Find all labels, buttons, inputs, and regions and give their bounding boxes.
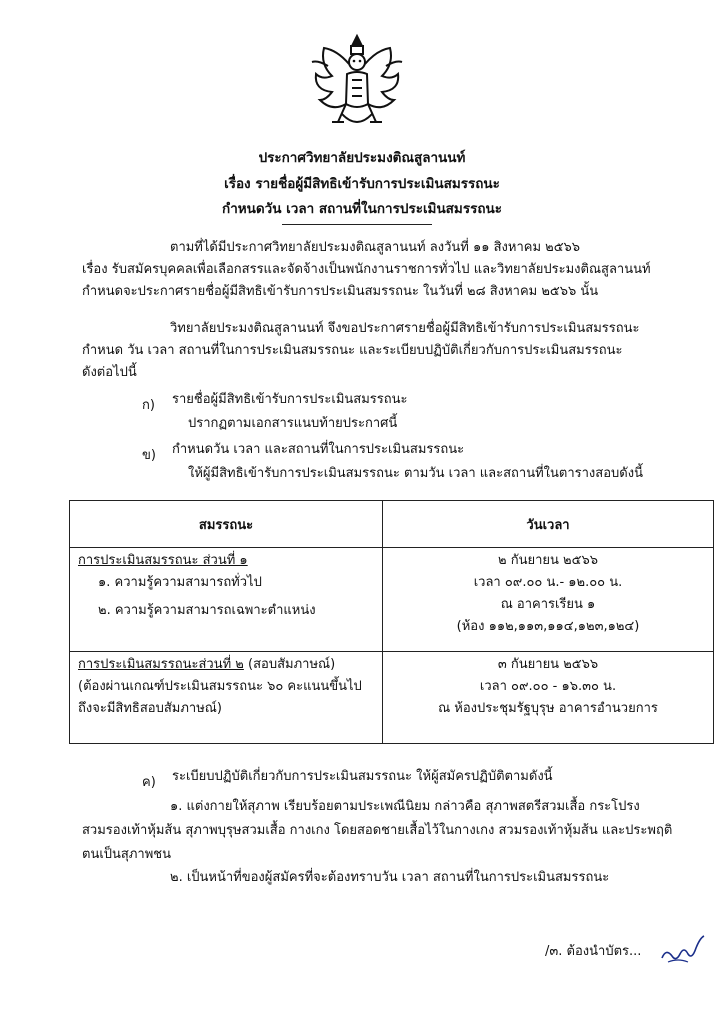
announcement-subject-line2: กำหนดวัน เวลา สถานที่ในการประเมินสมรรถนะ bbox=[222, 201, 502, 217]
item-b-detail: ให้ผู้มีสิทธิเข้ารับการประเมินสมรรถนะ ตามวัน เวลา และสถานที่ในตารางสอบดังนี้ bbox=[188, 466, 643, 481]
item-b-title: กำหนดวัน เวลา และสถานที่ในการประเมินสมรรถนะ bbox=[172, 442, 465, 457]
signature-icon bbox=[658, 928, 706, 968]
paragraph-1-line-3: กำหนดจะประกาศรายชื่อผู้มีสิทธิเข้ารับการประเมินสมรรถนะ ในวันที่ ๒๘ สิงหาคม ๒๕๖๖ นั้น bbox=[82, 284, 599, 299]
paragraph-2-line-3: ดังต่อไปนี้ bbox=[82, 365, 137, 380]
garuda-emblem-icon bbox=[302, 30, 412, 140]
table-header-row bbox=[70, 501, 714, 548]
paragraph-1-line-2: เรื่อง รับสมัครบุคคลเพื่อเลือกสรรและจัดจ้างเป็นพนักงานราชการทั่วไป และวิทยาลัยประมงติณสูลานนท์ bbox=[82, 262, 651, 277]
competency-cell bbox=[70, 548, 383, 652]
part-1-title: การประเมินสมรรถนะ ส่วนที่ ๑ bbox=[78, 553, 248, 568]
part-1-rooms: (ห้อง ๑๑๒,๑๑๓,๑๑๔,๑๒๓,๑๒๔) bbox=[456, 619, 640, 634]
competency-cell bbox=[70, 652, 383, 744]
rule-1-line-1: ๑. แต่งกายให้สุภาพ เรียบร้อยตามประเพณีนิยม กล่าวคือ สุภาพสตรีสวมเสื้อ กระโปรง bbox=[170, 799, 640, 814]
column-header-datetime: วันเวลา bbox=[383, 501, 714, 548]
announcement-title: ประกาศวิทยาลัยประมงติณสูลานนท์ bbox=[258, 150, 466, 166]
page-continuation: /๓. ต้องนำบัตร... bbox=[545, 944, 642, 959]
announcement-subject: เรื่อง รายชื่อผู้มีสิทธิเข้ารับการประเมินสมรรถนะ bbox=[224, 176, 500, 192]
part-2-title-suffix: (สอบสัมภาษณ์) bbox=[243, 657, 336, 672]
item-a-detail: ปรากฏตามเอกสารแนบท้ายประกาศนี้ bbox=[188, 416, 398, 431]
part-1-time: เวลา ๐๙.๐๐ น.- ๑๒.๐๐ น. bbox=[473, 575, 623, 590]
rules-marker: ค) bbox=[142, 775, 156, 790]
item-a-marker: ก) bbox=[142, 398, 155, 413]
rule-1-line-2: สวมรองเท้าหุ้มส้น สุภาพบุรุษสวมเสื้อ กางเกง โดยสอดชายเสื้อไว้ในกางเกง สวมรองเท้าหุ้มส้น และประพฤติ bbox=[82, 823, 673, 838]
part-2-note-2: ถึงจะมีสิทธิสอบสัมภาษณ์) bbox=[78, 701, 222, 716]
part-2-title: การประเมินสมรรถนะส่วนที่ ๒ bbox=[78, 657, 244, 672]
rule-2: ๒. เป็นหน้าที่ของผู้สมัครที่จะต้องทราบวัน เวลา สถานที่ในการประเมินสมรรถนะ bbox=[170, 870, 610, 885]
column-header-competency: สมรรถนะ bbox=[70, 501, 383, 548]
part-1-date: ๒ กันยายน ๒๕๖๖ bbox=[498, 553, 598, 568]
title-divider bbox=[282, 224, 432, 225]
paragraph-2-line-1: วิทยาลัยประมงติณสูลานนท์ จึงขอประกาศรายชื่อผู้มีสิทธิเข้ารับการประเมินสมรรถนะ bbox=[170, 321, 640, 336]
part-2-note-1: (ต้องผ่านเกณฑ์ประเมินสมรรถนะ ๖๐ คะแนนขึ้นไป bbox=[78, 679, 362, 694]
rule-1-line-3: ตนเป็นสุภาพชน bbox=[82, 847, 171, 862]
schedule-cell bbox=[383, 652, 714, 744]
part-2-place: ณ ห้องประชุมรัฐบุรุษ อาคารอำนวยการ bbox=[438, 701, 658, 716]
table-row bbox=[70, 652, 714, 744]
part-2-date: ๓ กันยายน ๒๕๖๖ bbox=[497, 657, 599, 672]
schedule-cell bbox=[383, 548, 714, 652]
item-b-marker: ข) bbox=[142, 448, 156, 463]
part-1-topic-1: ๑. ความรู้ความสามารถทั่วไป bbox=[98, 575, 262, 590]
paragraph-1-line-1: ตามที่ได้มีประกาศวิทยาลัยประมงติณสูลานนท์ ลงวันที่ ๑๑ สิงหาคม ๒๕๖๖ bbox=[170, 240, 581, 255]
table-row bbox=[70, 548, 714, 652]
exam-schedule-table bbox=[69, 500, 714, 744]
part-1-place: ณ อาคารเรียน ๑ bbox=[500, 597, 596, 612]
part-1-topic-2: ๒. ความรู้ความสามารถเฉพาะตำแหน่ง bbox=[98, 603, 316, 618]
part-2-time: เวลา ๐๙.๐๐ - ๑๖.๓๐ น. bbox=[479, 679, 617, 694]
paragraph-2-line-2: กำหนด วัน เวลา สถานที่ในการประเมินสมรรถนะ และระเบียบปฏิบัติเกี่ยวกับการประเมินสมรรถนะ bbox=[82, 343, 623, 358]
item-a-title: รายชื่อผู้มีสิทธิเข้ารับการประเมินสมรรถนะ bbox=[172, 392, 408, 407]
rules-title: ระเบียบปฏิบัติเกี่ยวกับการประเมินสมรรถนะ ให้ผู้สมัครปฏิบัติตามดังนี้ bbox=[172, 769, 553, 784]
